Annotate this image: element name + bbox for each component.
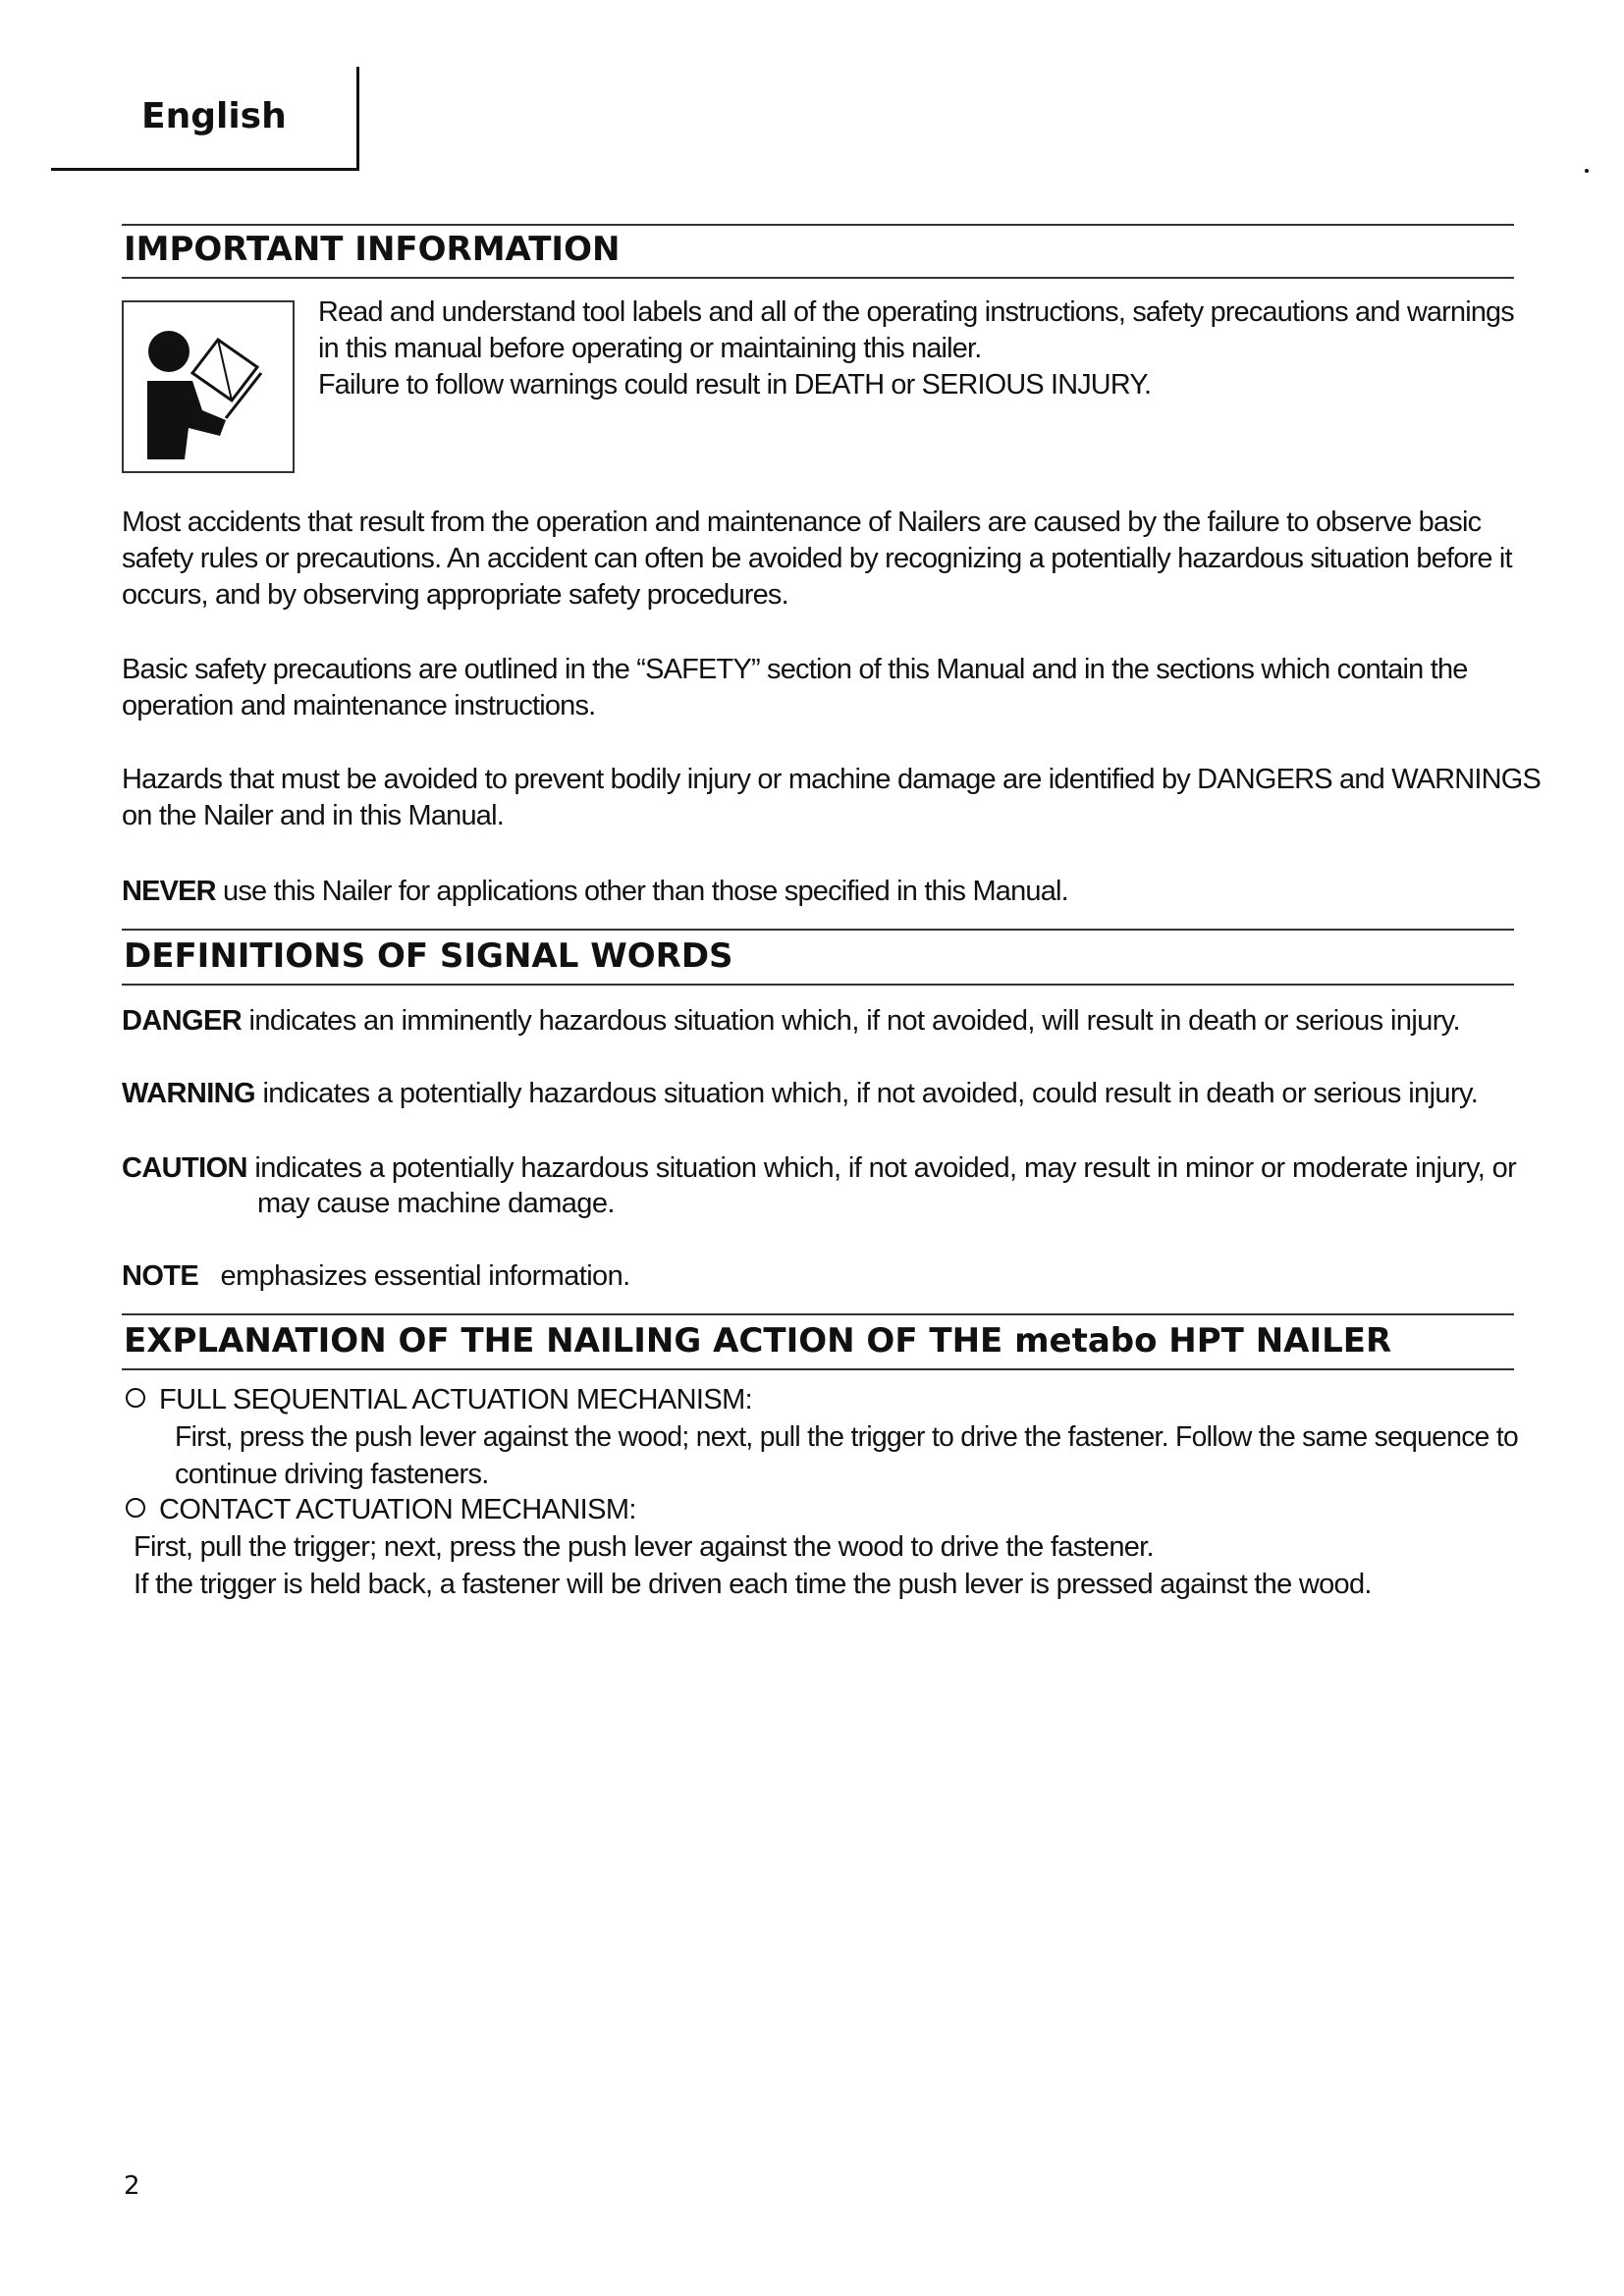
circle-bullet-icon [126,1498,145,1518]
paragraph-line: on the Nailer and in this Manual. [122,800,504,831]
hazards-paragraph [122,762,1542,834]
paragraph-line: occurs, and by observing appropriate safety procedures. [122,579,788,611]
accidents-paragraph [122,505,1520,614]
intro-line: Read and understand tool labels and all of the operating instructions, safety precautions and warnings [318,296,1514,328]
language-label: English [141,96,287,136]
page-number: 2 [124,2171,140,2201]
section-rule-top [122,929,1514,931]
intro-line: Failure to follow warnings could result in DEATH or SERIOUS INJURY. [318,369,1152,400]
intro-line: in this manual before operating or maintaining this nailer. [318,333,982,364]
read-manual-icon [122,300,295,473]
page-dot [1585,169,1589,173]
contact-actuation-item [126,1492,636,1528]
full-sequential-item [126,1382,752,1418]
caution-text: indicates a potentially hazardous situation which, if not avoided, may result in minor or moderate injury, or [254,1152,1517,1184]
note-word: NOTE [122,1260,199,1292]
warning-definition [122,1076,1478,1112]
paragraph-line: safety rules or precautions. An accident can often be avoided by recognizing a potentially hazardous situation before it [122,543,1512,574]
never-text: use this Nailer for applications other than those specified in this Manual. [215,876,1068,907]
section-rule-top [122,1313,1514,1315]
warning-word: WARNING [122,1078,255,1109]
important-heading: IMPORTANT INFORMATION [124,230,621,269]
danger-word: DANGER [122,1005,243,1037]
never-word: NEVER [122,876,216,907]
contact-actuation-line: If the trigger is held back, a fastener will be driven each time the push lever is pressed against the wood. [134,1569,1372,1600]
section-rule-bottom [122,984,1514,986]
section-rule-bottom [122,277,1514,279]
paragraph-line: Hazards that must be avoided to prevent bodily injury or machine damage are identified by DANGERS and WARNINGS [122,764,1542,795]
caution-word: CAUTION [122,1152,247,1184]
definitions-heading: DEFINITIONS OF SIGNAL WORDS [124,936,733,976]
section-rule-top [122,224,1514,226]
section-rule-bottom [122,1368,1514,1370]
full-sequential-title: FULL SEQUENTIAL ACTUATION MECHANISM: [159,1384,753,1415]
circle-bullet-icon [126,1388,145,1408]
paragraph-line: Most accidents that result from the operation and maintenance of Nailers are caused by the failure to observe basic [122,507,1482,538]
caution-definition [122,1150,1516,1187]
danger-definition [122,1003,1460,1040]
full-sequential-line: First, press the push lever against the wood; next, pull the trigger to drive the fastener. Follow the same sequence to [175,1421,1519,1453]
paragraph-line: operation and maintenance instructions. [122,690,596,721]
warning-text: indicates a potentially hazardous situation which, if not avoided, could result in death or serious injury. [262,1078,1479,1109]
full-sequential-line: continue driving fasteners. [175,1459,489,1490]
note-text: emphasizes essential information. [220,1260,630,1292]
precautions-paragraph [122,652,1520,724]
note-definition [122,1258,630,1295]
danger-text: indicates an imminently hazardous situation which, if not avoided, will result in death or serious injury. [248,1005,1461,1037]
explanation-heading: EXPLANATION OF THE NAILING ACTION OF THE metabo HPT NAILER [124,1321,1392,1361]
intro-paragraph [318,294,1526,403]
paragraph-line: Basic safety precautions are outlined in the “SAFETY” section of this Manual and in the sections which contain the [122,654,1468,685]
contact-actuation-line: First, pull the trigger; next, press the push lever against the wood to drive the fastener. [134,1531,1154,1563]
never-statement [122,874,1520,910]
contact-actuation-title: CONTACT ACTUATION MECHANISM: [159,1494,636,1525]
caution-text-continued: may cause machine damage. [257,1188,615,1219]
read-manual-icon-graphic [124,302,293,471]
